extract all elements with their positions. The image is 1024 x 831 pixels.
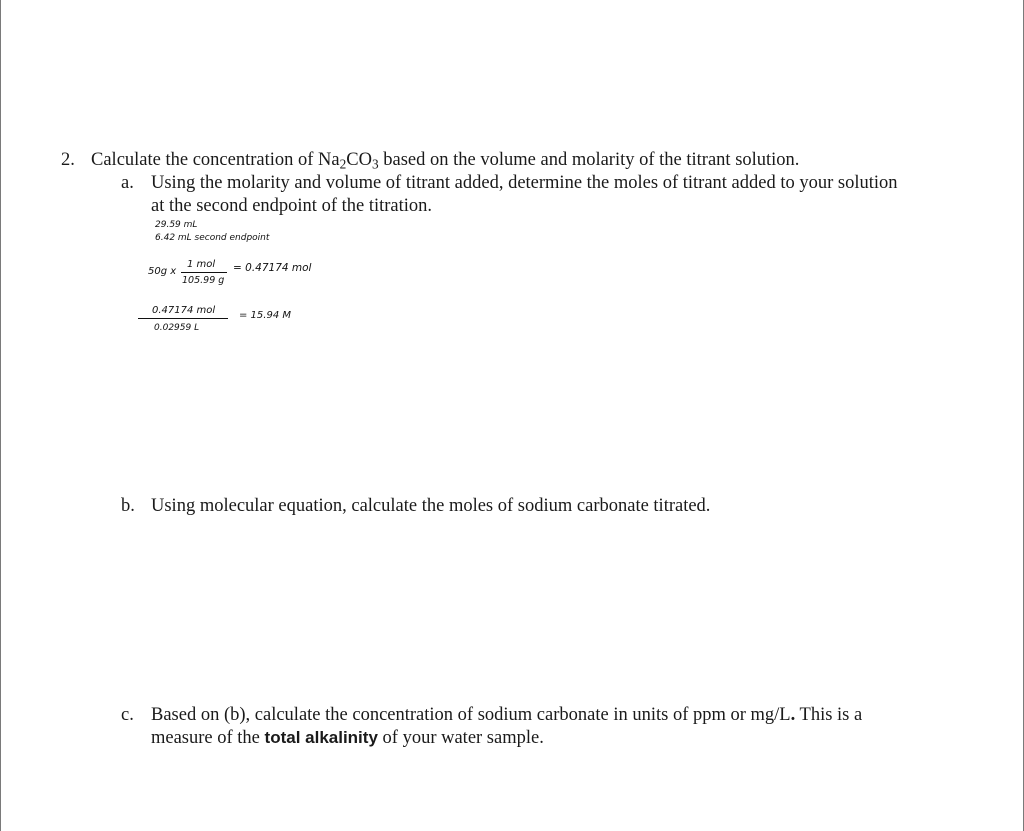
handwritten-calc2-denominator: 0.02959 L — [154, 323, 200, 333]
part-c-line2: measure of the total alkalinity of your water sample. — [151, 728, 544, 748]
part-b-text: Using molecular equation, calculate the moles of sodium carbonate titrated. — [151, 496, 711, 516]
part-a-letter: a. — [121, 173, 134, 193]
part-c-line1: Based on (b), calculate the concentration of sodium carbonate in units of ppm or mg/L. This is a — [151, 705, 863, 725]
handwritten-calc1-result: = 0.47174 mol — [233, 262, 312, 274]
part-b-letter: b. — [121, 496, 135, 516]
part-a-line2: at the second endpoint of the titration. — [151, 196, 433, 216]
part-c-letter: c. — [121, 705, 134, 725]
handwritten-calc2-numerator: 0.47174 mol — [152, 305, 216, 316]
total-alkalinity-term: total alkalinity — [264, 728, 378, 747]
handwritten-calc1-numerator: 1 mol — [187, 259, 216, 270]
part-a-line1: Using the molarity and volume of titrant added, determine the moles of titrant added to your solution — [151, 173, 898, 193]
question-number: 2. — [61, 150, 75, 170]
handwritten-volume-2: 6.42 mL second endpoint — [155, 233, 270, 243]
question-text: Calculate the concentration of $Na_2CO_3$ based on the volume and molarity of the titrant solution. — [91, 150, 800, 172]
handwritten-volume-1: 29.59 mL — [155, 220, 198, 230]
handwritten-calc2-result: = 15.94 M — [239, 310, 291, 321]
handwritten-fraction-bar-2 — [138, 318, 228, 319]
handwritten-fraction-bar-1 — [181, 272, 227, 273]
handwritten-calc1-denominator: 105.99 g — [182, 275, 225, 286]
handwritten-calc1-prefix: 50g x — [148, 266, 177, 277]
